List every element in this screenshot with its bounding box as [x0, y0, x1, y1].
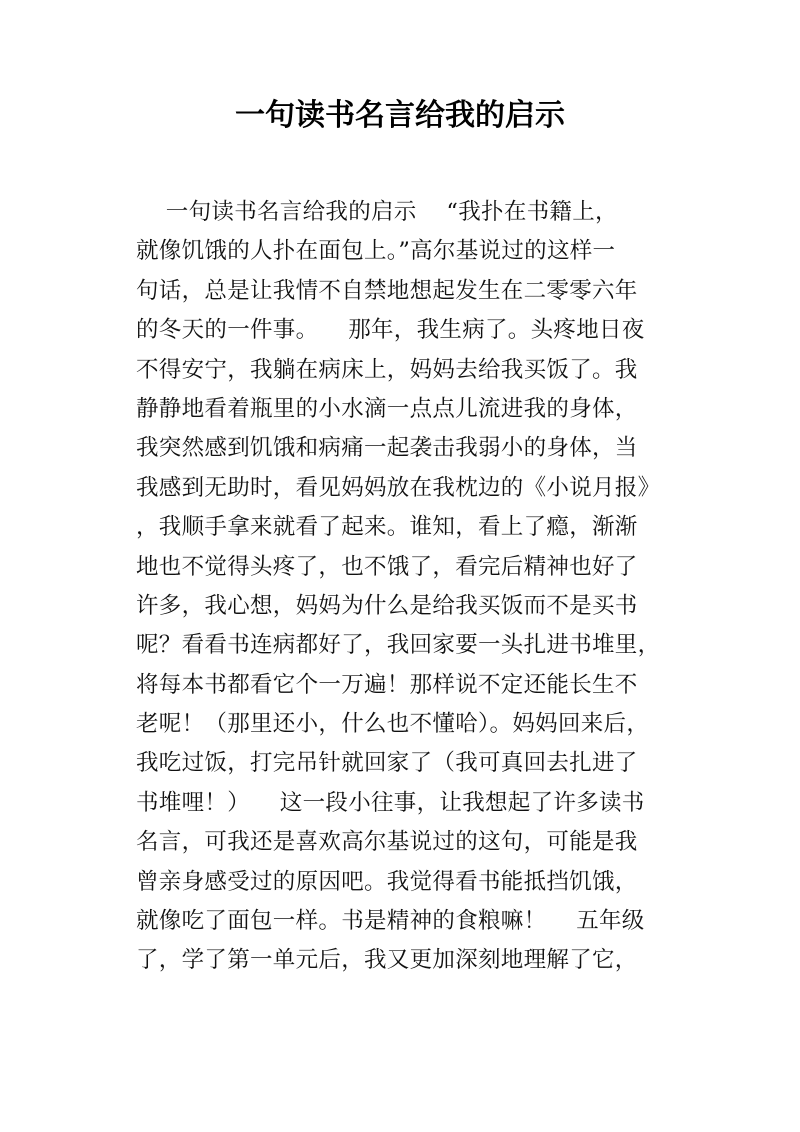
- body-line: 的冬天的一件事。 那年，我生病了。头疼地日夜: [136, 317, 645, 344]
- body-line: 老呢！（那里还小，什么也不懂哈）。妈妈回来后，: [136, 711, 650, 738]
- body-line: 我感到无助时，看见妈妈放在我枕边的《小说月报》: [136, 474, 661, 501]
- body-line: 我吃过饭，打完吊针就回家了（我可真回去扎进了: [136, 750, 638, 777]
- body-line: ，我顺手拿来就看了起来。谁知，看上了瘾，渐渐: [136, 514, 638, 541]
- body-line: 将每本书都看它个一万遍！那样说不定还能长生不: [136, 671, 638, 698]
- body-line: 我突然感到饥饿和病痛一起袭击我弱小的身体，当: [136, 435, 638, 462]
- body-line: 就像吃了面包一样。书是精神的食粮嘛！ 五年级: [136, 908, 645, 935]
- body-line: 地也不觉得头疼了，也不饿了，看完后精神也好了: [136, 553, 638, 580]
- body-line: 呢？看看书连病都好了，我回家要一头扎进书堆里，: [136, 632, 661, 659]
- body-line: 名言，可我还是喜欢高尔基说过的这句，可能是我: [136, 829, 638, 856]
- body-line: 静静地看着瓶里的小水滴一点点儿流进我的身体，: [136, 395, 638, 422]
- document-title: 一句读书名言给我的启示: [235, 98, 565, 133]
- body-line: 句话，总是让我情不自禁地想起发生在二零零六年: [136, 277, 638, 304]
- body-line: 许多，我心想，妈妈为什么是给我买饭而不是买书: [136, 592, 638, 619]
- body-line: 了，学了第一单元后，我又更加深刻地理解了它，: [136, 947, 638, 974]
- body-line: 曾亲身感受过的原因吧。我觉得看书能抵挡饥饿，: [136, 868, 638, 895]
- body-line: 就像饥饿的人扑在面包上。”高尔基说过的这样一: [136, 238, 616, 265]
- body-line: 不得安宁，我躺在病床上，妈妈去给我买饭了。我: [136, 356, 638, 383]
- body-line: 一句读书名言给我的启示 “我扑在书籍上，: [136, 199, 618, 225]
- body-line: 书堆哩！） 这一段小往事，让我想起了许多读书: [136, 789, 645, 816]
- document-body: [136, 193, 676, 981]
